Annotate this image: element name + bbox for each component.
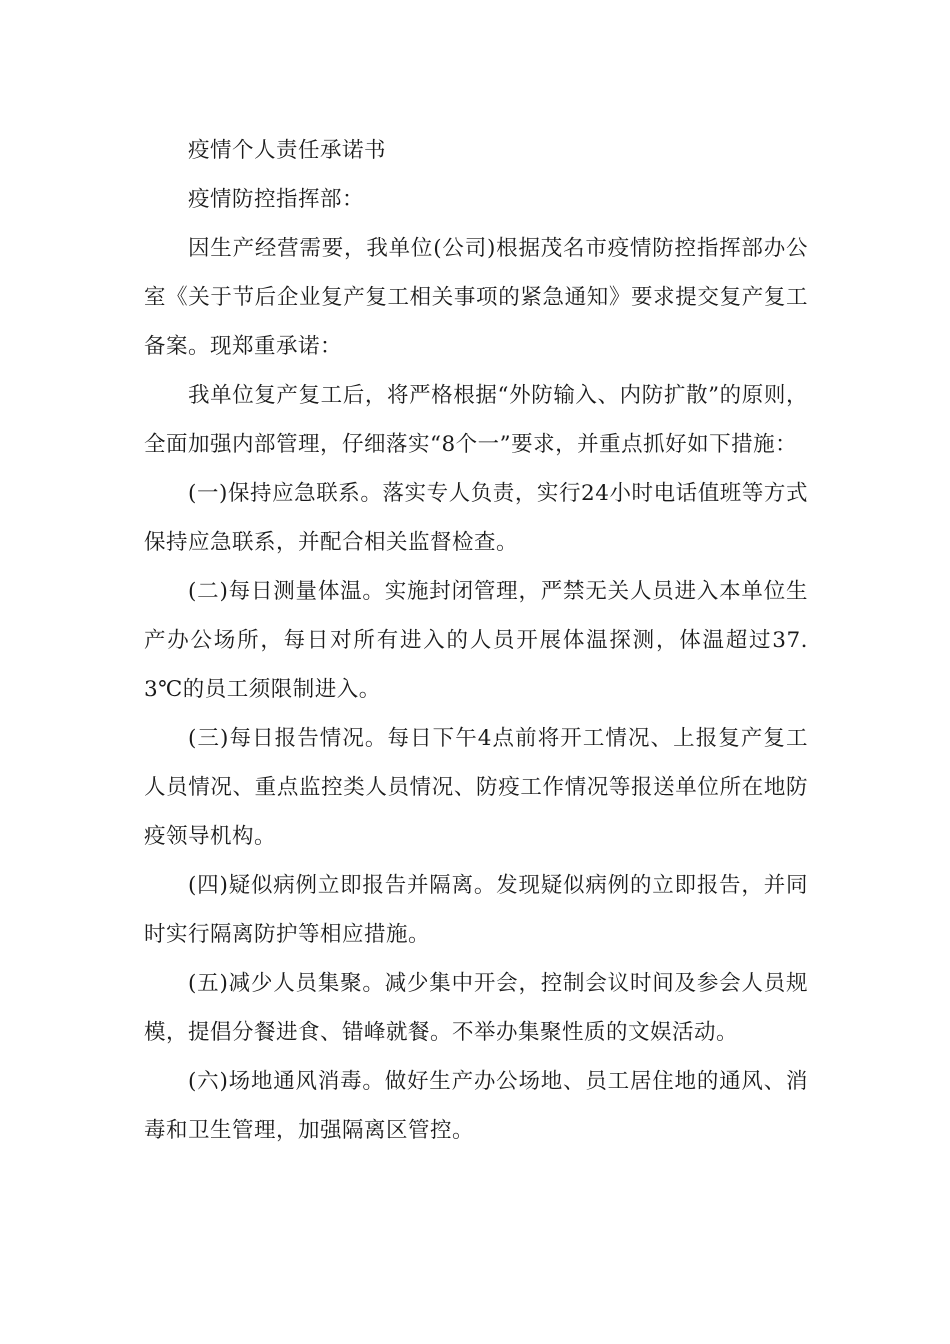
- measure-5: (五)减少人员集聚。减少集中开会，控制会议时间及参会人员规模，提倡分餐进食、错峰就餐。不举办集聚性质的文娱活动。: [144, 971, 808, 1045]
- commitment-paragraph: 我单位复产复工后，将严格根据“外防输入、内防扩散”的原则，全面加强内部管理，仔细落实“8个一”要求，并重点抓好如下措施：: [144, 383, 808, 457]
- document-body: [144, 126, 808, 1155]
- measure-2: (二)每日测量体温。实施封闭管理，严禁无关人员进入本单位生产办公场所，每日对所有进入的人员开展体温探测，体温超过37.3℃的员工须限制进入。: [144, 579, 808, 702]
- intro-paragraph: 因生产经营需要，我单位(公司)根据茂名市疫情防控指挥部办公室《关于节后企业复产复工相关事项的紧急通知》要求提交复产复工备案。现郑重承诺：: [144, 236, 808, 359]
- measure-6: (六)场地通风消毒。做好生产办公场地、员工居住地的通风、消毒和卫生管理，加强隔离区管控。: [144, 1069, 808, 1143]
- measure-1: (一)保持应急联系。落实专人负责，实行24小时电话值班等方式保持应急联系，并配合相关监督检查。: [144, 481, 808, 555]
- measure-3: (三)每日报告情况。每日下午4点前将开工情况、上报复产复工人员情况、重点监控类人员情况、防疫工作情况等报送单位所在地防疫领导机构。: [144, 726, 808, 849]
- salutation: 疫情防控指挥部：: [188, 187, 365, 212]
- document-title: 疫情个人责任承诺书: [188, 138, 387, 163]
- measure-4: (四)疑似病例立即报告并隔离。发现疑似病例的立即报告，并同时实行隔离防护等相应措施。: [144, 873, 808, 947]
